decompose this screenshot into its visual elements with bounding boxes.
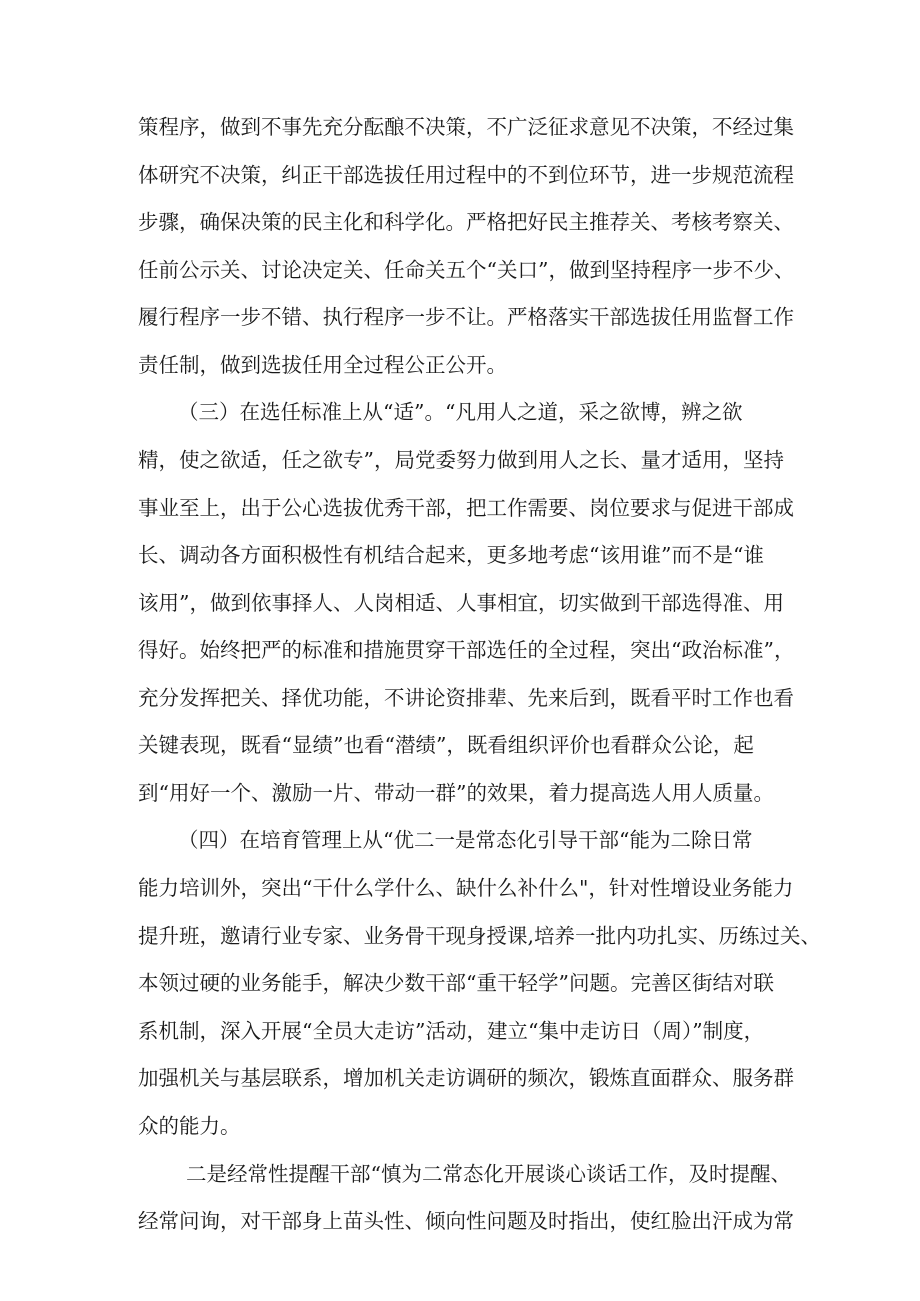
text-line: 得好。始终把严的标准和措施贯穿干部选任的全过程，突出“政治标准”， [138, 638, 795, 662]
text-line: 系机制，深入开展“全员大走访”活动，建立“集中走访日（周）”制度， [138, 1019, 765, 1043]
text-line: 事业至上，出于公心选拔优秀干部，把工作需要、岗位要求与促进干部成 [138, 496, 794, 520]
text-line: 提升班，邀请行业专家、业务骨干现身授课,培养一批内功扎实、历练过关、 [138, 924, 822, 948]
text-line: 精，使之欲适，任之欲专”，局党委努力做到用人之长、量才适用，坚持 [138, 448, 784, 472]
text-line: 众的能力。 [138, 1114, 241, 1138]
section-four-heading-line: （四）在培育管理上从“优二一是常态化引导干部“能为二除日常 [178, 828, 753, 852]
text-line: 到“用好一个、激励一片、带动一群”的效果，着力提高选人用人质量。 [138, 781, 774, 805]
text-line: 能力培训外，突出“干什么学什么、缺什么补什么"，针对性增设业务能力 [138, 876, 794, 900]
text-line: 责任制，做到选拔任用全过程公正公开。 [138, 353, 507, 377]
text-line: 长、调动各方面积极性有机结合起来，更多地考虑“该用谁”而不是“谁 [138, 543, 764, 567]
text-line: 充分发挥把关、择优功能，不讲论资排辈、先来后到，既看平时工作也看 [138, 686, 794, 710]
text-line: 关键表现，既看“显绩”也看“潜绩”，既看组织评价也看群众公论，起 [138, 733, 754, 757]
text-line: 任前公示关、讨论决定关、任命关五个“关口”，做到坚持程序一步不少、 [138, 258, 795, 282]
text-line: 加强机关与基层联系，增加机关走访调研的频次，锻炼直面群众、服务群 [138, 1066, 794, 1090]
text-line: 步骤，确保决策的民主化和科学化。严格把好民主推荐关、考核考察关、 [138, 210, 794, 234]
text-line: 该用”，做到依事择人、人岗相适、人事相宜，切实做到干部选得准、用 [138, 591, 784, 615]
text-line: 体研究不决策，纠正干部选拔任用过程中的不到位环节，进一步规范流程 [138, 163, 794, 187]
paragraph-two-heading-line: 二是经常性提醒干部“慎为二常态化开展谈心谈话工作，及时提醒、 [186, 1162, 791, 1186]
text-line: 本领过硬的业务能手，解决少数干部“重干轻学”问题。完善区街结对联 [138, 971, 774, 995]
section-three-heading-line: （三）在选任标准上从“适”。“凡用人之道，采之欲博，辨之欲 [178, 400, 743, 424]
text-line: 策程序，做到不事先充分酝酿不决策，不广泛征求意见不决策，不经过集 [138, 115, 794, 139]
text-line: 经常问询，对干部身上苗头性、倾向性问题及时指出，使红脸出汗成为常 [138, 1209, 794, 1233]
text-line: 履行程序一步不错、执行程序一步不让。严格落实干部选拔任用监督工作 [138, 305, 794, 329]
